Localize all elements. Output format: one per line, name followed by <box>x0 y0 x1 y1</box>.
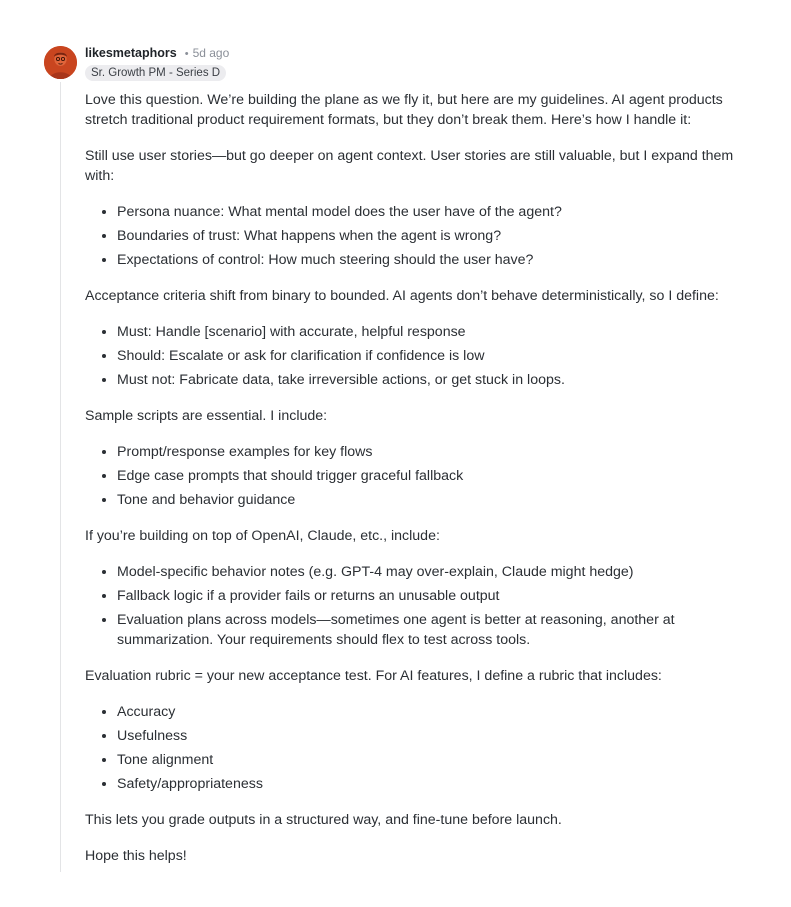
list-item: • Evaluation plans across models—sometimes one agent is better at reasoning, another at summarization. Your requirements should flex to test across tools. <box>117 610 765 650</box>
list-acceptance <box>85 322 765 390</box>
list-item: • Tone and behavior guidance <box>117 490 765 510</box>
paragraph-user-stories: Still use user stories—but go deeper on agent context. User stories are still valuable, but I expand them with: <box>85 148 734 184</box>
paragraph-acceptance: Acceptance criteria shift from binary to bounded. AI agents don’t behave deterministically, so I define: <box>85 288 719 304</box>
list-item: • Persona nuance: What mental model does the user have of the agent? <box>117 202 765 222</box>
paragraph-closing: Hope this helps! <box>85 848 187 864</box>
list-item: • Must not: Fabricate data, take irreversible actions, or get stuck in loops. <box>117 370 765 390</box>
list-item: • Prompt/response examples for key flows <box>117 442 765 462</box>
list-item: • Fallback logic if a provider fails or returns an unusable output <box>117 586 765 606</box>
list-item: • Expectations of control: How much steering should the user have? <box>117 250 765 270</box>
list-user-stories <box>85 202 765 270</box>
user-flair-badge: Sr. Growth PM - Series D <box>85 65 226 81</box>
comment-body <box>85 90 765 882</box>
timestamp[interactable]: 5d ago <box>192 46 230 60</box>
list-item: • Tone alignment <box>117 750 765 770</box>
list-item: • Accuracy <box>117 702 765 722</box>
list-item: • Edge case prompts that should trigger graceful fallback <box>117 466 765 486</box>
paragraph-intro: Love this question. We’re building the plane as we fly it, but here are my guidelines. AI agent products stretch traditional product requirement formats, but they don’t break them. Here’s how I handle it: <box>85 92 723 128</box>
comment-header <box>85 45 229 81</box>
thread-line <box>60 82 61 872</box>
avatar-portrait-icon <box>44 46 77 79</box>
list-item: • Model-specific behavior notes (e.g. GPT-4 may over-explain, Claude might hedge) <box>117 562 765 582</box>
list-item: • Safety/appropriateness <box>117 774 765 794</box>
avatar[interactable] <box>44 46 77 79</box>
list-openai <box>85 562 765 650</box>
paragraph-grade: This lets you grade outputs in a structured way, and fine-tune before launch. <box>85 812 562 828</box>
list-item: • Boundaries of trust: What happens when the agent is wrong? <box>117 226 765 246</box>
list-scripts <box>85 442 765 510</box>
list-item: • Should: Escalate or ask for clarification if confidence is low <box>117 346 765 366</box>
separator-dot: • <box>184 48 189 60</box>
list-item: • Must: Handle [scenario] with accurate, helpful response <box>117 322 765 342</box>
list-rubric <box>85 702 765 794</box>
paragraph-scripts: Sample scripts are essential. I include: <box>85 408 328 424</box>
list-item: • Usefulness <box>117 726 765 746</box>
paragraph-openai: If you’re building on top of OpenAI, Claude, etc., include: <box>85 528 440 544</box>
username[interactable]: likesmetaphors <box>85 46 177 60</box>
paragraph-rubric: Evaluation rubric = your new acceptance test. For AI features, I define a rubric that includes: <box>85 668 662 684</box>
